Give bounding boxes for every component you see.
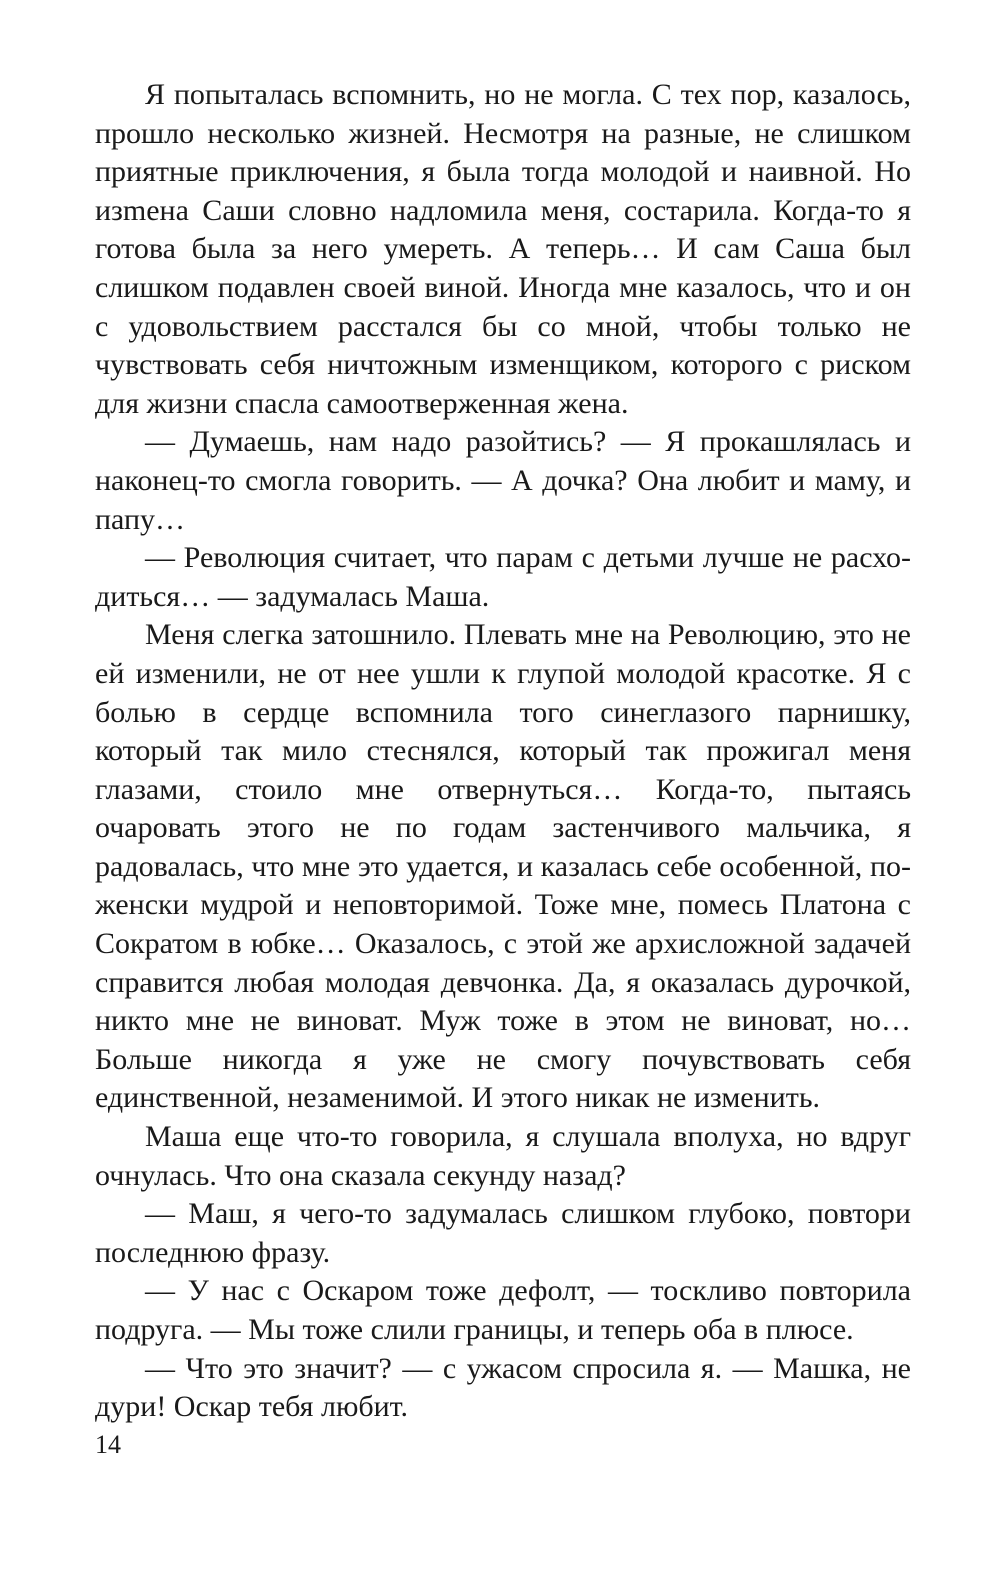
paragraph-3: — Революция считает, что парам с детьми лучше не расходиться… — задумалась Маша. xyxy=(95,541,911,613)
paragraph-8: — Что это значит? — с ужасом спросила я. — Машка, не дури! Оскар тебя любит. xyxy=(95,1351,911,1424)
paragraph-5: Маша еще что-то говорила, я слушала вполуха, но вдруг очнулась. Что она сказала секунду назад? xyxy=(95,1120,911,1192)
paragraph-6: — Маш, я чего-то задумалась слишком глубоко, повтори последнюю фразу. xyxy=(95,1197,911,1269)
paragraph-4: Меня слегка затошнило. Плевать мне на Революцию, это не ей изменили, не от нее ушли к глупой молодой красотке. Я с болью в сердце вспомнила того синеглазого парнишку, который так мило стеснялся, который так прожигал меня глазами, стоило мне отвернуться… Когда-то, пытаясь очаровать этого не по годам застенчивого мальчика, я радовалась, что мне это удается, и казалась себе особенной, по-женски мудрой и неповторимой. Тоже мне, помесь Платона с Сократом в юбке… Оказалось, с этой же архисложной задачей справится любая молодая девчонка. Да, я оказалась дурочкой, никто мне не виноват. Муж тоже в этом не виноват, но… Больше никогда я уже не смогу почувствовать себя единственной, незаменимой. И этого никак не изменить. xyxy=(95,618,911,1115)
paragraph-2: — Думаешь, нам надо разойтись? — Я прокашлялась и наконец-то смогла говорить. — А дочка? Она любит и маму, и папу… xyxy=(95,425,911,536)
paragraph-1: Я попыталась вспомнить, но не могла. С тех пор, казалось, прошло несколько жизней. Несмотря на разные, не слишком приятные приключения, я была тогда молодой и наивной. Но изmена Саши словно надломила меня, состарила. Когда-то я готова была за него умереть. А теперь… И сам Саша был слишком подавлен своей виной. Иногда мне казалось, что и он с удовольствием расстался бы со мной, чтобы только не чувствовать себя ничтожным изменщиком, которого с риском для жизни спасла самоотверженная жена. xyxy=(95,78,911,420)
page-number: 14 xyxy=(95,1430,121,1459)
body-text xyxy=(95,76,911,1427)
paragraph-7: — У нас с Оскаром тоже дефолт, — тоскливо повторила подруга. — Мы тоже слили границы, и теперь оба в плюсе. xyxy=(95,1274,911,1346)
